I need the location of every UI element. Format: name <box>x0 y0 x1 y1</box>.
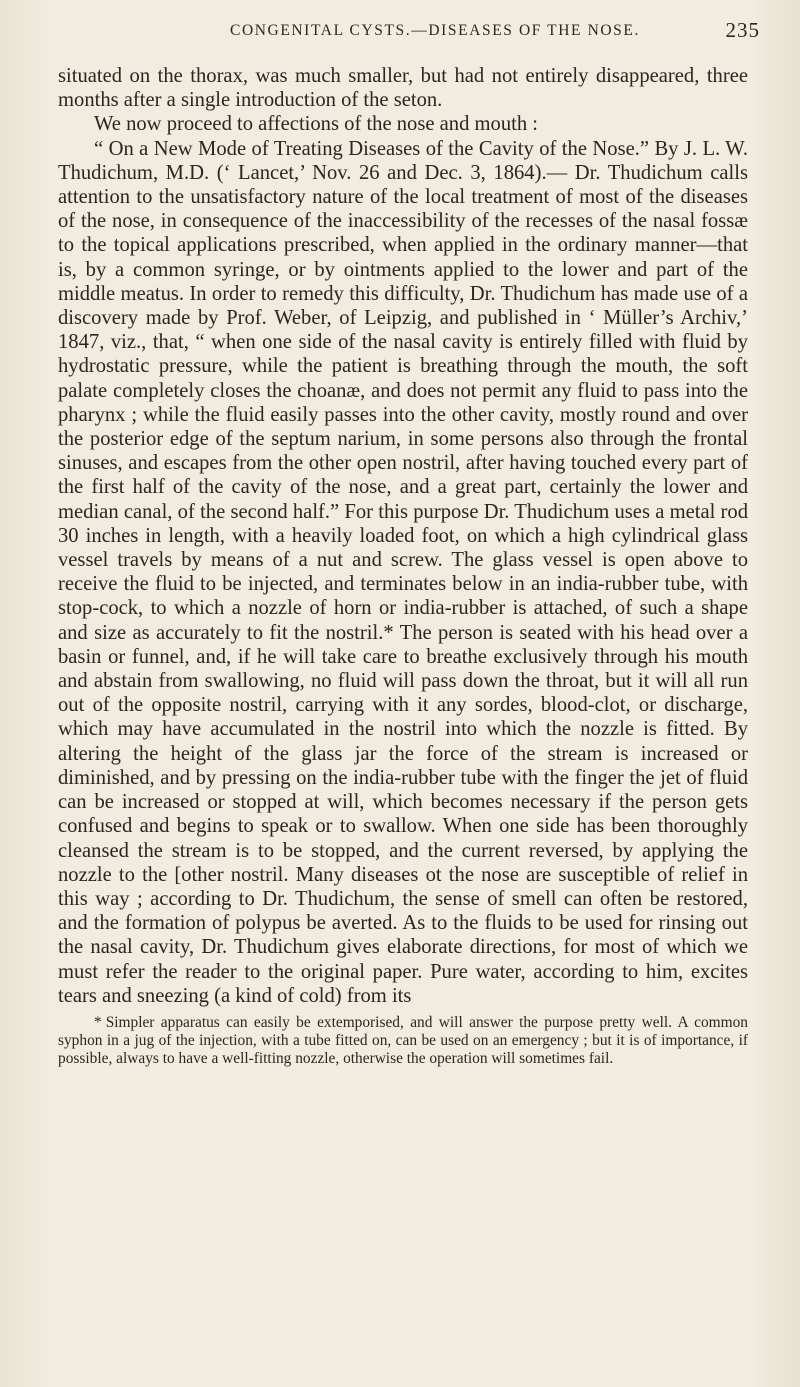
paragraph-continuation: situated on the thorax, was much smaller, but had not entirely disappeared, three months after a single introduction of the seton. <box>58 65 748 112</box>
page-number: 235 <box>725 18 760 42</box>
paragraph-intro: We now proceed to affections of the nose and mouth : <box>94 113 539 136</box>
footnote-text: Simpler apparatus can easily be extemporised, and will answer the purpose pretty well. A common syphon in a jug of the injection, with a tube fitted on, can be used on an emergency ; but it is of importance, if possible, always to have a well-fitting nozzle, otherwise the operation will sometimes fail. <box>58 1013 748 1067</box>
running-head <box>0 18 800 48</box>
running-title: CONGENITAL CYSTS.—DISEASES OF THE NOSE. <box>230 22 640 39</box>
body-text <box>58 64 748 1008</box>
footnote <box>58 1014 748 1068</box>
footnote-marker: * <box>94 1013 102 1031</box>
paragraph-article: “ On a New Mode of Treating Diseases of the Cavity of the Nose.” By J. L. W. Thudichum, M.D. (‘ Lancet,’ Nov. 26 and Dec. 3, 1864).— Dr. Thudichum calls attention to the unsatisfactory nature of the local treatment of most of the diseases of the nose, in consequence of the inaccessibility of the recesses of the nasal fossæ to the topical applications prescribed, when applied in the ordinary manner—that is, by a common syringe, or by ointments applied to the lower and part of the middle meatus. In order to remedy this difficulty, Dr. Thudichum has made use of a discovery made by Prof. Weber, of Leipzig, and published in ‘ Müller’s Archiv,’ 1847, viz., that, “ when one side of the nasal cavity is entirely filled with fluid by hydrostatic pressure, while the patient is breathing through the mouth, the soft palate completely closes the choanæ, and does not permit any fluid to pass into the pharynx ; while the fluid easily passes into the other cavity, mostly round and over the posterior edge of the septum narium, in some persons also through the frontal sinuses, and escapes from the other open nostril, after having touched every part of the first half of the cavity of the nose, and a great part, certainly the lower and median canal, of the second half.” For this purpose Dr. Thudichum uses a metal rod 30 inches in length, with a heavily loaded foot, on which a high cylindrical glass vessel travels by means of a nut and screw. The glass vessel is open above to receive the fluid to be injected, and terminates below in an india-rubber tube, with stop-cock, to which a nozzle of horn or india-rubber is attached, of such a shape and size as accurately to fit the nostril.* The person is seated with his head over a basin or funnel, and, if he will take care to breathe exclusively through his mouth and abstain from swallowing, no fluid will pass down the throat, but it will all run out of the opposite nostril, carrying with it any sordes, blood-clot, or discharge, which may have accumulated in the nostril into which the nozzle is fitted. By altering the height of the glass jar the force of the stream is increased or diminished, and by pressing on the india-rubber tube with the finger the jet of fluid can be increased or stopped at will, which becomes necessary if the person gets confused and begins to speak or to swallow. When one side has been thoroughly cleansed the stream is to be stopped, and the current reversed, by applying the nozzle to the [other nostril. Many diseases ot the nose are susceptible of relief in this way ; according to Dr. Thudichum, the sense of smell can often be restored, and the formation of polypus be averted. As to the fluids to be used for rinsing out the nasal cavity, Dr. Thudichum gives elaborate directions, for most of which we must refer the reader to the original paper. Pure water, according to him, excites tears and sneezing (a kind of cold) from its <box>58 137 748 1007</box>
